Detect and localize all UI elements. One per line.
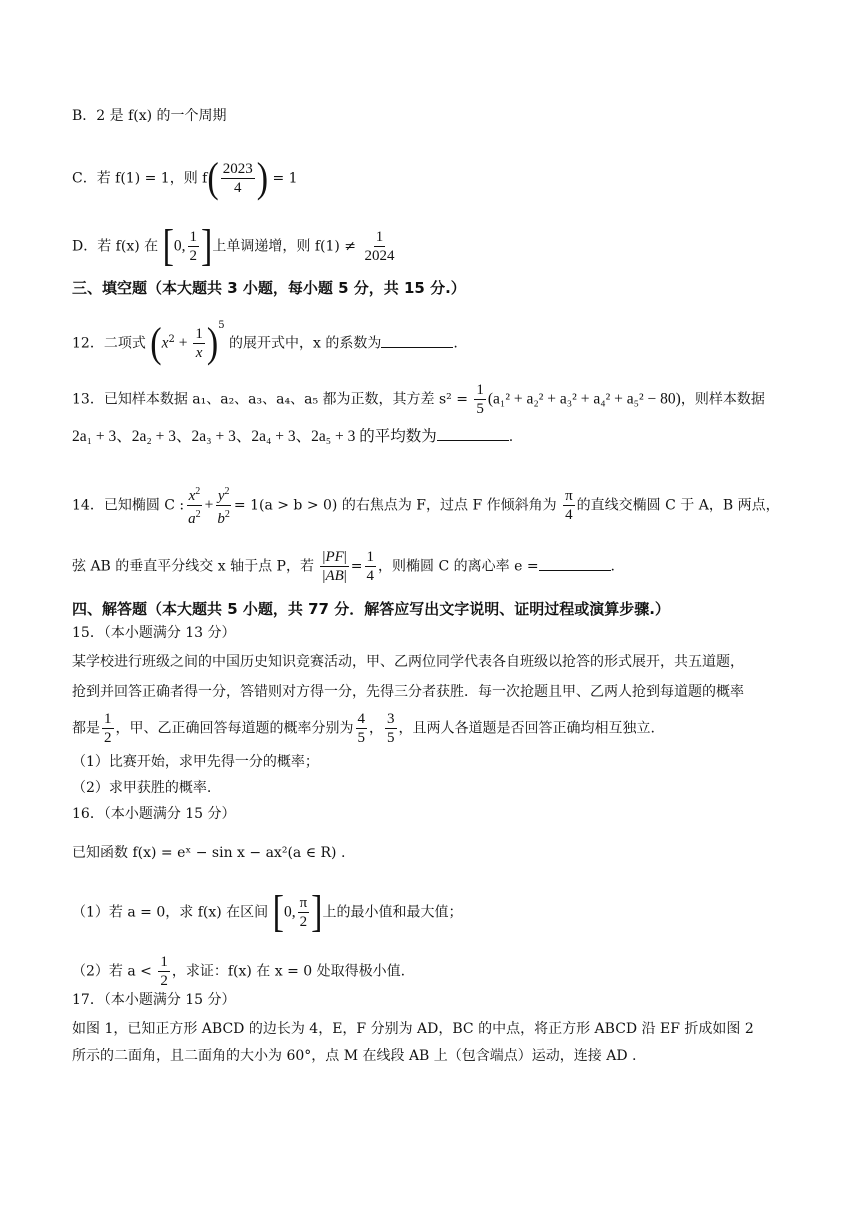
option-b: B．2 是 f(x) 的一个周期 [72, 108, 227, 124]
fraction-2023-over-4: $\frac{2023}{4}$ [222, 161, 253, 196]
fraction-1-over-2024: $\frac{1}{2024}$ [364, 229, 395, 264]
left-bracket: [ [162, 221, 174, 270]
question-16-header: 16．（本小题满分 15 分） [72, 806, 236, 822]
question-13-line-1: 13．已知样本数据 a₁、a₂、a₃、a₄、a₅ 都为正数，其方差 s² = $\frac{1}{5}$ (a₁² + a₂² + a₃² + a₄² + a₅² − 80)，则样本数据 [72, 382, 765, 417]
question-13-line-2: 2a₁ + 3、2a₂ + 3、2a₃ + 3、2a₄ + 3、2a₅ + 3 的平均数为 . [72, 428, 514, 445]
fraction-x2-over-a2: $\frac{x^2}{a^2}$ [186, 483, 203, 528]
right-bracket: ] [311, 887, 323, 936]
fraction-4-over-5: $\frac{4}{5}$ [357, 711, 365, 746]
question-15-sub-1: （1）比赛开始，求甲先得一分的概率； [72, 754, 319, 770]
question-14-line-1: 14．已知椭圆 C : $\frac{x^2}{a^2}$ + $\frac{y^2}{b^2}$ = 1(a > b > 0) 的右焦点为 F，过点 F 作倾斜角为 $\frac{\pi}{4}$ 的直线交椭圆 C 于 A，B 两点， [72, 483, 812, 528]
question-17-paragraph-1: 如图 1，已知正方形 ABCD 的边长为 4，E，F 分别为 AD，BC 的中点，将正方形 ABCD 沿 EF 折成如图 2 [72, 1021, 754, 1037]
question-17-paragraph-2: 所示的二面角，且二面角的大小为 60°，点 M 在线段 AB 上（包含端点）运动，连接 AD . [72, 1048, 637, 1064]
fraction-pf-over-ab: $\frac{|PF|}{|AB|}$ [322, 549, 347, 584]
fraction-pi-over-4: $\frac{\pi}{4}$ [565, 488, 573, 523]
left-bracket: [ [272, 887, 284, 936]
fraction-1-over-5: $\frac{1}{5}$ [476, 382, 484, 417]
fraction-y2-over-b2: $\frac{y^2}{b^2}$ [215, 483, 232, 528]
question-15-header: 15．（本小题满分 13 分） [72, 625, 236, 641]
left-paren: ( [207, 154, 219, 201]
left-paren: ( [150, 319, 162, 366]
option-c: C．若 f(1) = 1，则 f( $\frac{2023}{4}$ ) = 1 [72, 154, 298, 201]
question-17-header: 17．（本小题满分 15 分） [72, 992, 236, 1008]
question-15-paragraph-2: 抢到并回答正确者得一分，答错则对方得一分，先得三分者获胜．每一次抢题且甲、乙两人抢到每道题的概率 [72, 684, 744, 700]
answer-blank [381, 333, 453, 348]
fraction-1-over-4: $\frac{1}{4}$ [366, 549, 375, 584]
right-bracket: ] [201, 221, 213, 270]
fraction-1-over-2: $\frac{1}{2}$ [160, 954, 168, 989]
answer-blank [539, 556, 611, 571]
question-15-paragraph-1: 某学校进行班级之间的中国历史知识竞赛活动，甲、乙两位同学代表各自班级以抢答的形式展开，共五道题， [72, 654, 744, 670]
fraction-3-over-5: $\frac{3}{5}$ [387, 711, 395, 746]
question-12: 12．二项式 ($x^2$ + $\frac{1}{x}$ )$^5$ 的展开式中，x 的系数为 . [72, 319, 458, 366]
fraction-1-over-x: $\frac{1}{x}$ [195, 326, 203, 361]
question-16-sub-1: （1）若 a = 0，求 f(x) 在区间 [0, $\frac{\pi}{2}$ ]上的最小值和最大值； [72, 887, 463, 936]
right-paren: ) [256, 154, 269, 201]
fraction-1-over-2: $\frac{1}{2}$ [189, 229, 198, 264]
option-d: D．若 f(x) 在 [0, $\frac{1}{2}$ ]上单调递增，则 f(1) ≠ $\frac{1}{2024}$ [72, 221, 395, 270]
question-14-line-2: 弦 AB 的垂直平分线交 x 轴于点 P，若 $\frac{|PF|}{|AB|}$ = $\frac{1}{4}$ ，则椭圆 C 的离心率 e = . [72, 549, 615, 584]
question-16-sub-2: （2）若 a < $\frac{1}{2}$ ，求证：f(x) 在 x = 0 处取得极小值. [72, 954, 406, 989]
question-16-given: 已知函数 f(x) = eˣ − sin x − ax²(a ∈ R) . [72, 845, 346, 861]
section-3-heading: 三、填空题（本大题共 3 小题，每小题 5 分，共 15 分.） [72, 279, 466, 297]
fraction-pi-over-2: $\frac{\pi}{2}$ [299, 895, 308, 930]
question-15-sub-2: （2）求甲获胜的概率. [72, 780, 212, 796]
right-paren: ) [206, 319, 219, 366]
question-15-paragraph-3: 都是 $\frac{1}{2}$ ，甲、乙正确回答每道题的概率分别为 $\frac{4}{5}$ ， $\frac{3}{5}$ ，且两人各道题是否回答正确均相互独立. [72, 711, 655, 746]
section-4-heading: 四、解答题（本大题共 5 小题，共 77 分．解答应写出文字说明、证明过程或演算步骤.） [72, 600, 670, 618]
answer-blank [437, 426, 509, 441]
fraction-1-over-2: $\frac{1}{2}$ [104, 711, 112, 746]
